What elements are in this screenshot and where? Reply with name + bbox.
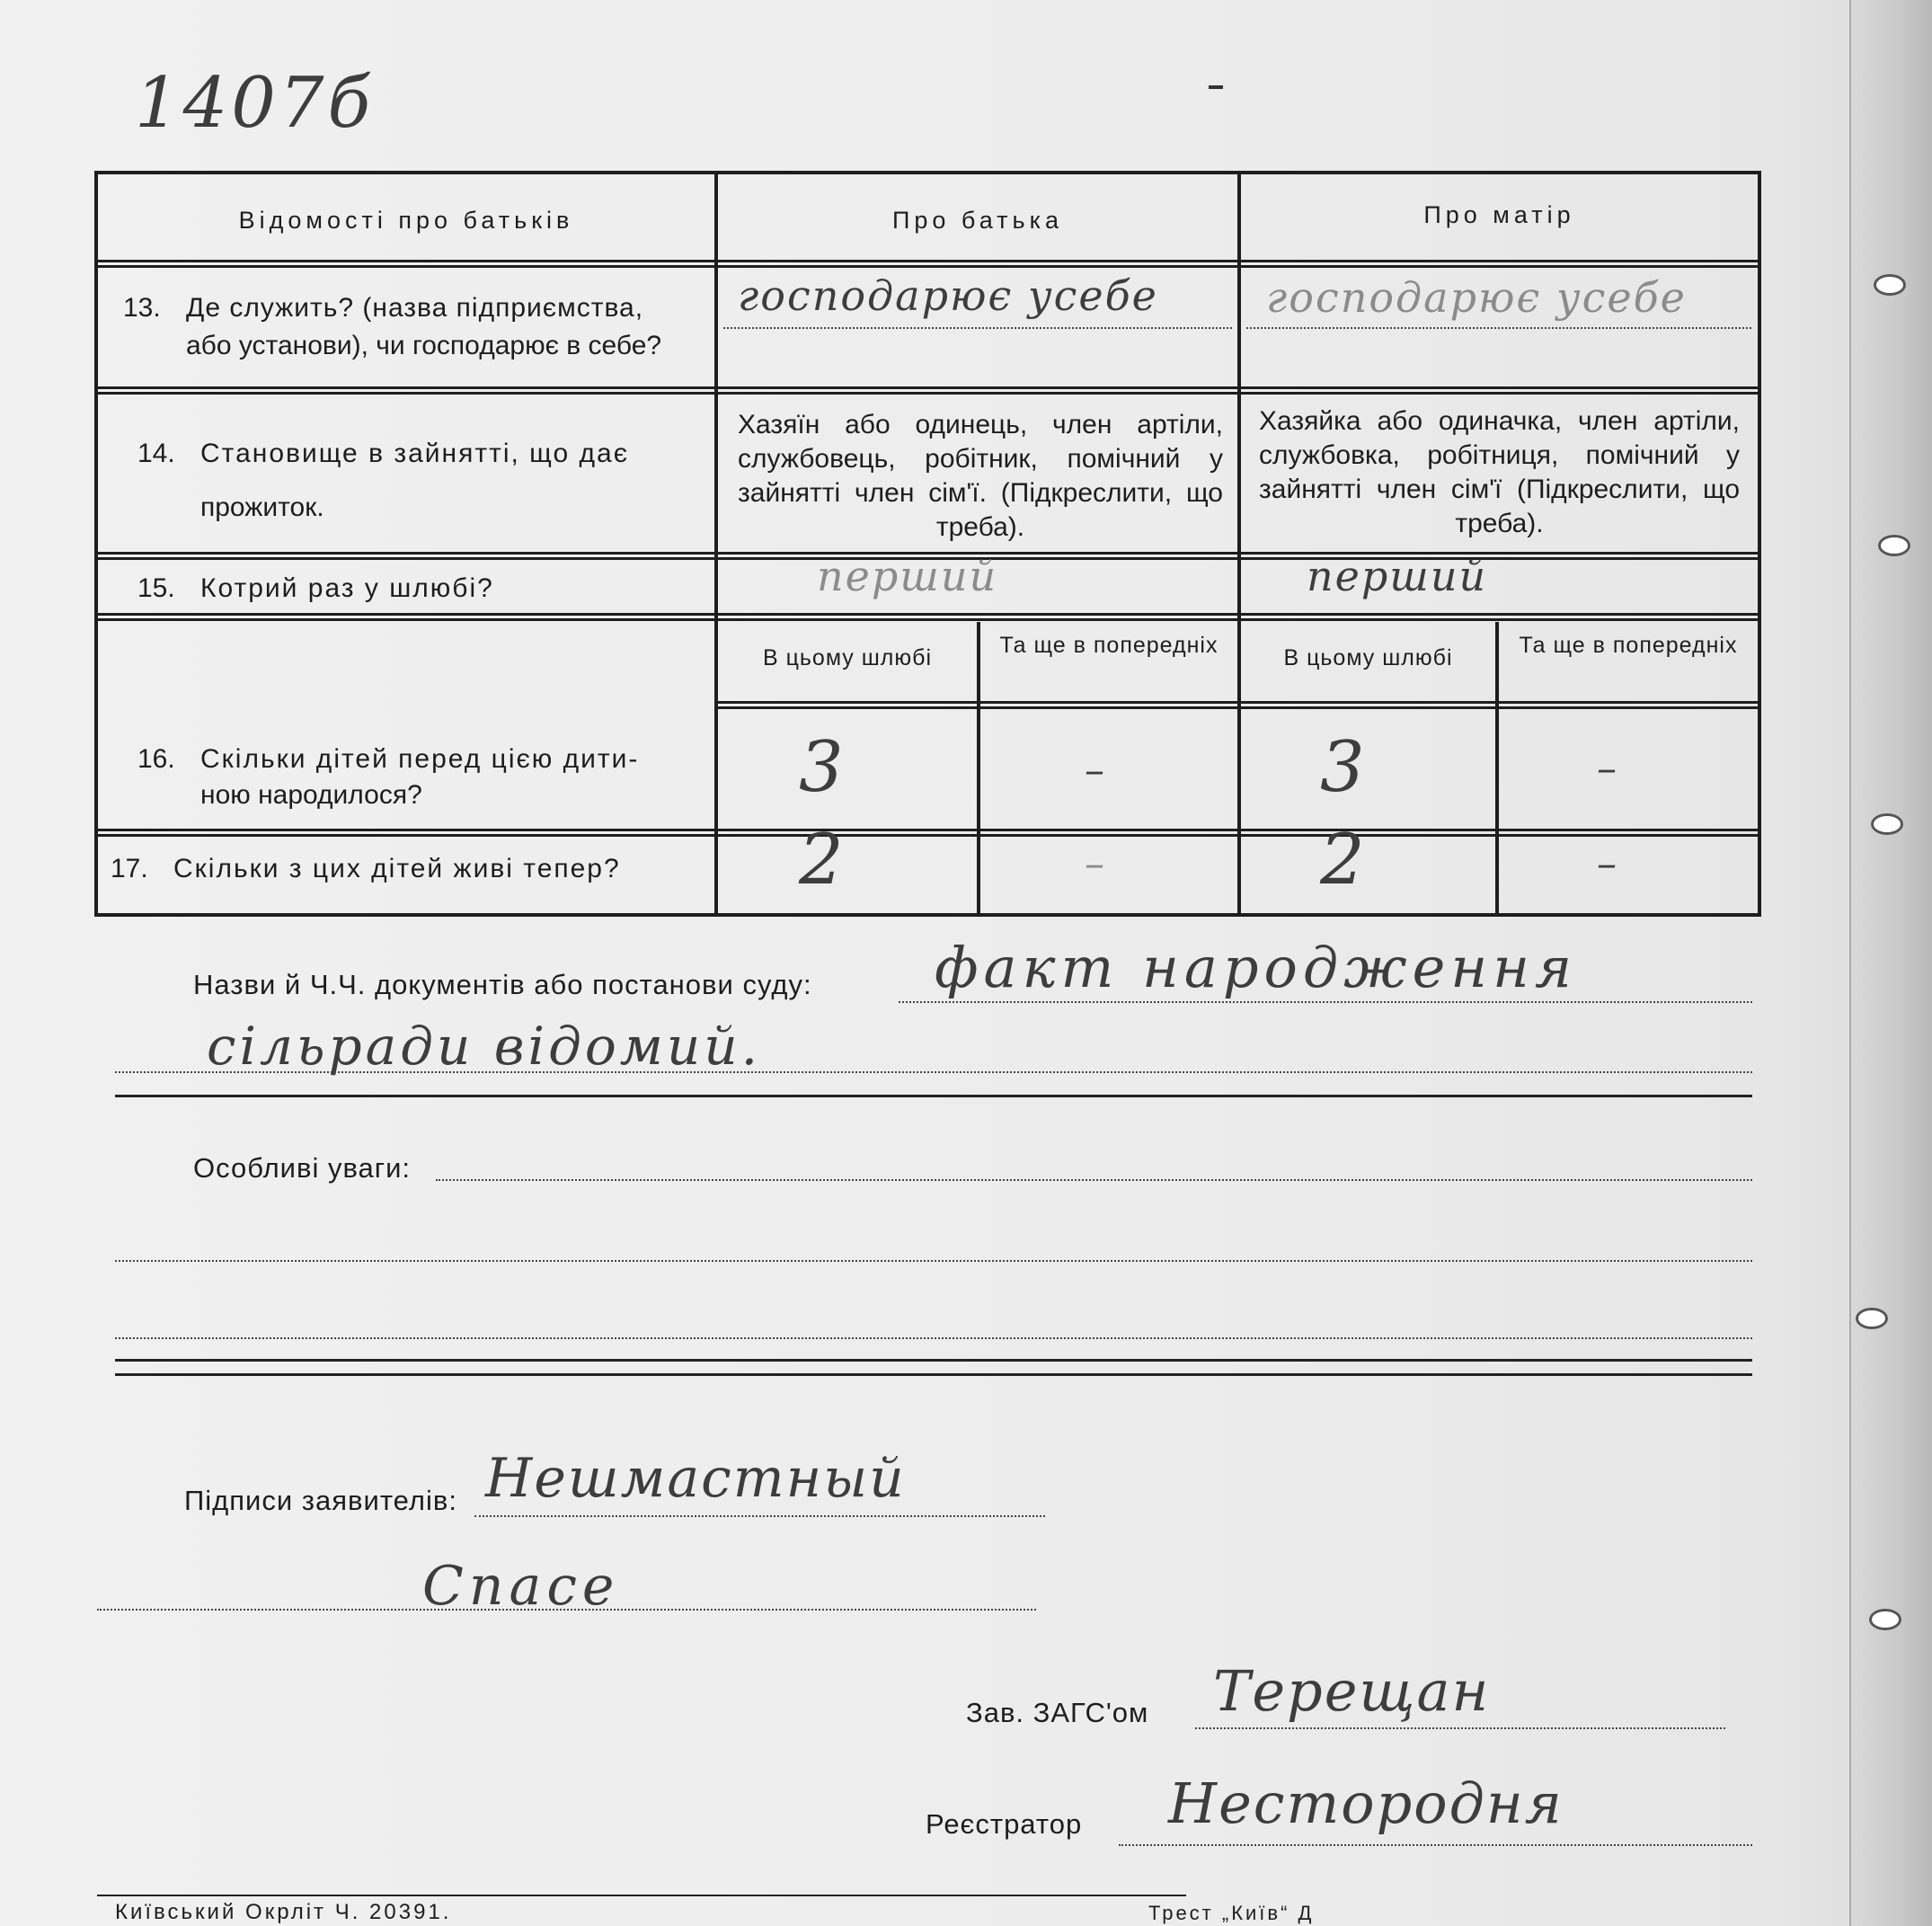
row-16-father-this: 3 xyxy=(799,727,846,808)
row-14-mother-options: Хазяйка або одиначка, член артіли, службовка, робітниця, помічний у зайнятті член сім'ї (Підкреслити, що треба). xyxy=(1259,406,1740,538)
registrar-signature: Нестородня xyxy=(1168,1771,1564,1836)
binding-hole xyxy=(1878,535,1910,556)
row-17-father-this: 2 xyxy=(799,820,846,901)
sub-header-this-marriage: В цьому шлюбі xyxy=(1283,645,1453,670)
signature-line xyxy=(1119,1844,1752,1846)
documents-label: Назви й Ч.Ч. документів або постанови суду: xyxy=(193,969,812,1000)
row-14-question-line2: прожиток. xyxy=(200,493,324,522)
head-of-registry-signature: Терещан xyxy=(1213,1658,1491,1724)
archive-number: 1407б xyxy=(135,63,375,144)
table-rule xyxy=(714,701,1758,709)
notes-line xyxy=(436,1179,1752,1181)
answer-line xyxy=(723,327,1232,329)
notes-line xyxy=(115,1337,1752,1339)
signature-line xyxy=(1195,1727,1725,1729)
signature-line xyxy=(474,1515,1045,1517)
row-15-father-answer: перший xyxy=(817,552,998,600)
parents-info-table xyxy=(94,171,1761,917)
row-14-question-line1: Становище в зайнятті, що дає xyxy=(200,439,630,468)
row-13-mother-answer: господарює усебе xyxy=(1266,273,1687,322)
column-header-parents: Відомості про батьків xyxy=(238,207,574,234)
section-rule xyxy=(115,1095,1752,1097)
row-16-number: 16. xyxy=(137,744,175,774)
row-15-number: 15. xyxy=(137,573,175,603)
row-16-question-line1: Скільки дітей перед цією дити- xyxy=(200,744,640,774)
row-17-mother-this: 2 xyxy=(1320,820,1367,901)
row-15-mother-answer: перший xyxy=(1307,552,1488,600)
row-13-father-answer: господарює усебе xyxy=(738,271,1158,320)
row-14-number: 14. xyxy=(137,439,175,468)
row-16-question-line2: ною народилося? xyxy=(200,780,422,810)
binding-hole xyxy=(1869,1609,1901,1630)
row-17-number: 17. xyxy=(111,854,148,883)
documents-line xyxy=(899,1001,1752,1003)
table-divider xyxy=(1237,174,1241,913)
table-rule xyxy=(98,260,1758,268)
row-17-mother-prev: – xyxy=(1597,841,1618,887)
row-16-father-prev: – xyxy=(1085,748,1106,794)
row-13-number: 13. xyxy=(123,293,161,323)
column-header-mother: Про матір xyxy=(1423,201,1575,228)
table-rule xyxy=(98,386,1758,395)
applicant-signature-1: Нешмастный xyxy=(485,1447,906,1510)
sub-header-this-marriage: В цьому шлюбі xyxy=(762,645,933,670)
printer-imprint: Київський Окрліт Ч. 20391. xyxy=(115,1900,452,1924)
row-16-mother-prev: – xyxy=(1597,746,1618,792)
row-13-question-line1: Де служить? (назва підприємства, xyxy=(186,293,644,323)
table-rule xyxy=(98,613,1758,621)
row-13-question-line2: або установи), чи господарює в себе? xyxy=(186,331,662,360)
row-17-question: Скільки з цих дітей живі тепер? xyxy=(173,854,621,883)
row-15-question: Котрий раз у шлюбі? xyxy=(200,573,494,603)
documents-value-line1: факт народження xyxy=(935,935,1578,1000)
notes-line xyxy=(115,1260,1752,1262)
head-of-registry-label: Зав. ЗАГС'ом xyxy=(966,1697,1149,1728)
table-divider xyxy=(977,622,980,913)
section-rule xyxy=(115,1373,1752,1376)
publisher-imprint: Трест „Київ“ Д xyxy=(1148,1902,1315,1924)
section-rule xyxy=(115,1359,1752,1362)
table-divider xyxy=(1495,622,1499,913)
applicants-signature-label: Підписи заявителів: xyxy=(184,1485,457,1516)
table-rule xyxy=(98,829,1758,837)
signature-line xyxy=(97,1609,1036,1611)
sub-header-previous: Та ще в попередніх xyxy=(1519,633,1738,658)
notes-label: Особливі уваги: xyxy=(193,1152,412,1184)
binding-hole xyxy=(1874,274,1906,296)
row-16-mother-this: 3 xyxy=(1320,727,1367,808)
documents-value-line2: сільради відомий. xyxy=(207,1016,762,1077)
table-divider xyxy=(714,174,718,913)
applicant-signature-2: Спасе xyxy=(422,1555,620,1618)
column-header-father: Про батька xyxy=(891,207,1064,234)
sub-header-previous: Та ще в попередніх xyxy=(999,633,1219,658)
binding-hole xyxy=(1856,1308,1888,1329)
row-14-father-options: Хазяїн або одинець, член артіли, службовець, робітник, помічний у зайнятті член сім'ї. (Підкреслити, що треба). xyxy=(738,410,1223,542)
binding-hole xyxy=(1871,813,1903,835)
answer-line xyxy=(1246,327,1751,329)
documents-line xyxy=(115,1071,1752,1073)
row-17-father-prev: – xyxy=(1085,841,1106,887)
footer-rule xyxy=(97,1895,1186,1896)
ink-mark xyxy=(1209,85,1223,89)
registrar-label: Реєстратор xyxy=(926,1808,1083,1840)
